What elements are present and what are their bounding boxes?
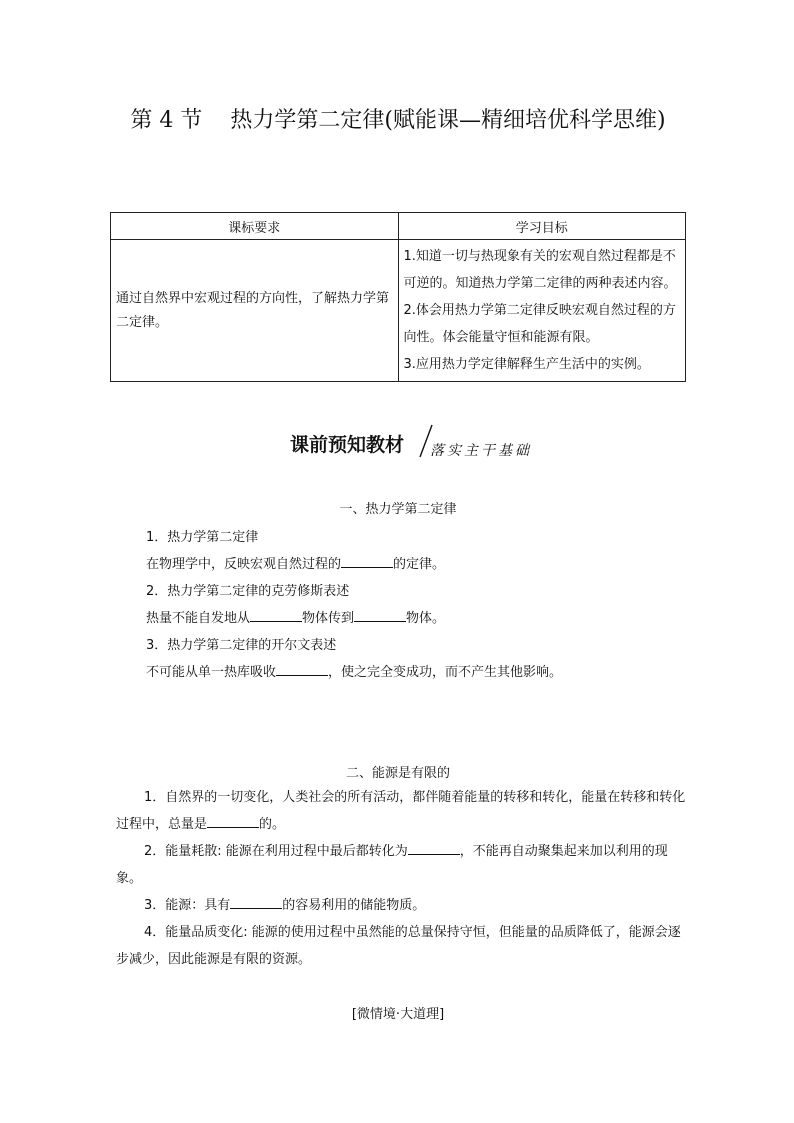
item3-title: 3．热力学第二定律的开尔文表述 bbox=[146, 638, 337, 653]
table-row bbox=[111, 240, 686, 382]
banner-main-text: 课前预知教材 bbox=[290, 434, 405, 456]
item3-text-b: ，使之完全变成功，而不产生其他影响。 bbox=[328, 665, 563, 680]
section-number: 第 4 节 bbox=[130, 108, 203, 133]
page-title bbox=[110, 96, 686, 146]
micro-scenario-label: [微情境·大道理] bbox=[351, 1007, 445, 1022]
fill-blank bbox=[207, 815, 259, 828]
item2-title: 2．热力学第二定律的克劳修斯表述 bbox=[146, 584, 350, 599]
item2-text bbox=[146, 607, 445, 626]
item3-text-a: 不可能从单一热库吸收 bbox=[146, 665, 277, 680]
fill-blank bbox=[408, 842, 460, 855]
fill-blank bbox=[341, 555, 393, 568]
section2-paragraph-2 bbox=[116, 838, 686, 892]
section1-heading: 一、热力学第二定律 bbox=[339, 502, 457, 517]
item1-title: 1．热力学第二定律 bbox=[146, 530, 259, 545]
section-banner bbox=[290, 424, 550, 464]
p2-text-a: 2．能量耗散: 能源在利用过程中最后都转化为 bbox=[144, 844, 408, 859]
standards-table bbox=[110, 212, 686, 382]
fill-blank bbox=[276, 663, 328, 676]
header-requirement: 课标要求 bbox=[111, 213, 399, 240]
goal-item: 2.体会用热力学第二定律反映宏观自然过程的方向性。体会能量守恒和能源有限。 bbox=[403, 303, 676, 345]
p3-text-a: 3．能源：具有 bbox=[144, 898, 231, 913]
fill-blank bbox=[230, 896, 282, 909]
fill-blank bbox=[354, 609, 406, 622]
section2-paragraph-3 bbox=[116, 892, 686, 919]
p3-text-b: 的容易利用的储能物质。 bbox=[282, 898, 426, 913]
section2-heading: 二、能源是有限的 bbox=[345, 766, 450, 781]
fill-blank bbox=[250, 609, 302, 622]
item2-text-c: 物体。 bbox=[406, 611, 446, 626]
item3-text bbox=[146, 661, 562, 680]
item2-text-a: 热量不能自发地从 bbox=[146, 611, 251, 626]
header-goals: 学习目标 bbox=[398, 213, 686, 240]
goal-item: 1.知道一切与热现象有关的宏观自然过程都是不可逆的。知道热力学第二定律的两种表述内容。 bbox=[403, 249, 677, 291]
table-header-row bbox=[111, 213, 686, 240]
item1-text-b: 的定律。 bbox=[393, 557, 446, 572]
goals-cell bbox=[398, 240, 686, 382]
goal-item: 3.应用热力学定律解释生产生活中的实例。 bbox=[403, 357, 650, 372]
item1-text bbox=[146, 553, 445, 572]
banner-sub-text: 落实主干基础 bbox=[430, 443, 532, 459]
p1-text-b: 的。 bbox=[259, 817, 286, 832]
item1-text-a: 在物理学中，反映宏观自然过程的 bbox=[146, 557, 342, 572]
requirement-cell: 通过自然界中宏观过程的方向性，了解热力学第二定律。 bbox=[111, 240, 399, 382]
item2-text-b: 物体传到 bbox=[302, 611, 355, 626]
section2-paragraph-4: 4．能量品质变化: 能源的使用过程中虽然能的总量保持守恒，但能量的品质降低了，能源会逐步减少，因此能源是有限的资源。 bbox=[116, 925, 681, 967]
p2-text-b: ，不能再自动聚集起来加以利用的现象。 bbox=[116, 844, 668, 886]
section-name: 热力学第二定律(赋能课—精细培优科学思维) bbox=[230, 108, 666, 133]
section2-paragraph-1 bbox=[116, 784, 686, 838]
p1-text-a: 1．自然界的一切变化，人类社会的所有活动，都伴随着能量的转移和转化，能量在转移和转化过程中，总量是 bbox=[116, 790, 686, 832]
